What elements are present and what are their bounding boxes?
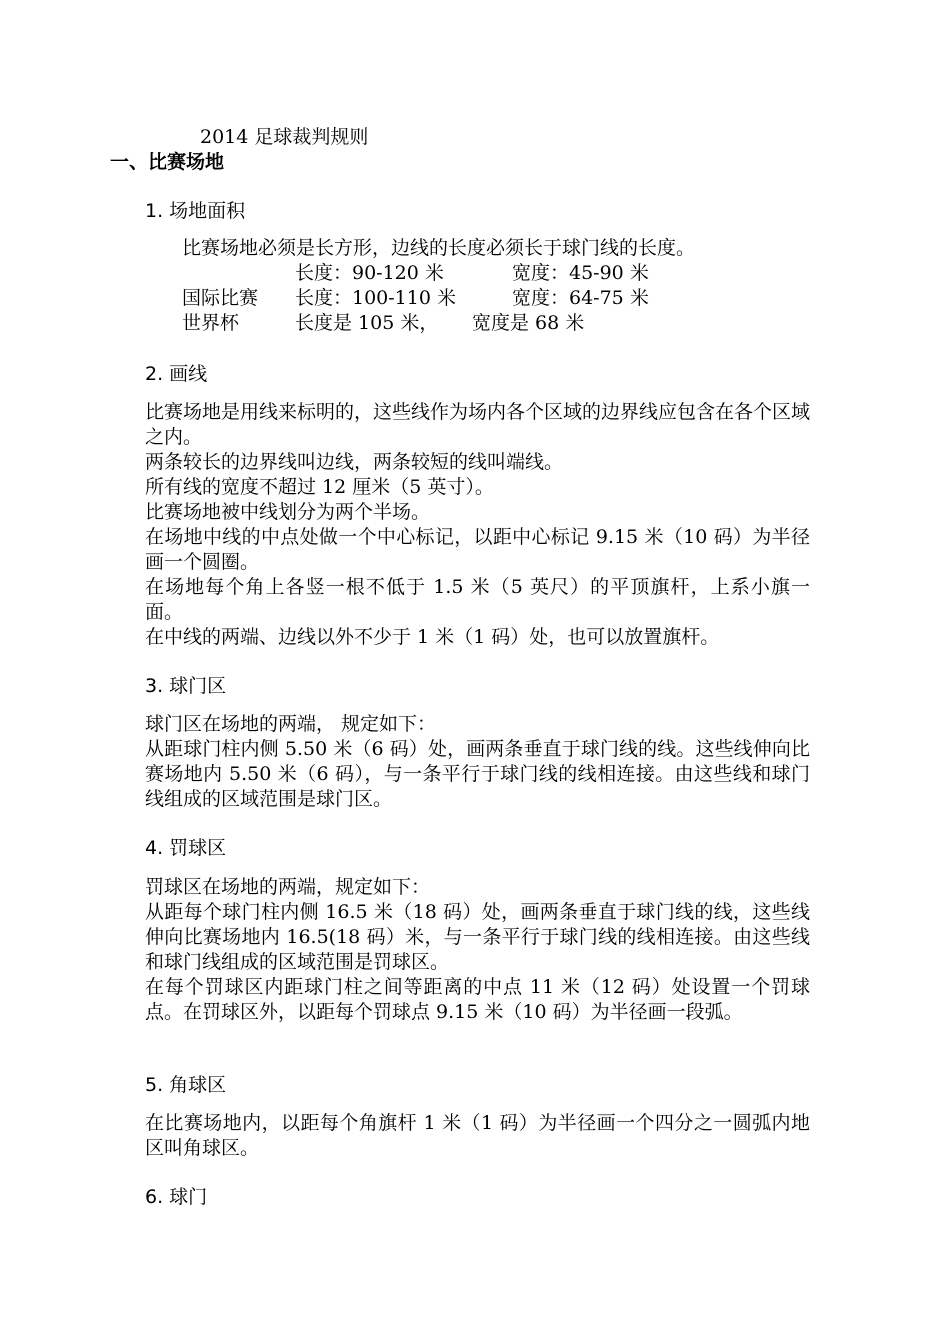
paragraph: 在比赛场地内，以距每个角旗杆 1 米（1 码）为半径画一个四分之一圆弧内地区叫角球区。 xyxy=(145,1112,810,1159)
dimension-length: 长度：100-110 米 xyxy=(295,287,456,309)
section-heading-corner-area: 5. 角球区 xyxy=(145,1074,227,1096)
section-heading-markings: 2. 画线 xyxy=(145,363,208,385)
document-title: 2014 足球裁判规则 xyxy=(200,126,369,148)
paragraph: 比赛场地被中线划分为两个半场。 xyxy=(145,501,431,523)
paragraph: 所有线的宽度不超过 12 厘米（5 英寸）。 xyxy=(145,476,494,498)
paragraph: 在中线的两端、边线以外不少于 1 米（1 码）处，也可以放置旗杆。 xyxy=(145,626,720,648)
dimension-row-world-cup xyxy=(182,311,695,336)
dimension-label: 国际比赛 xyxy=(182,287,259,309)
corner-area-body xyxy=(145,1111,810,1161)
paragraph: 在每个罚球区内距球门柱之间等距离的中点 11 米（12 码）处设置一个罚球点。在罚球区外，以距每个罚球点 9.15 米（10 码）为半径画一段弧。 xyxy=(145,976,810,1023)
dimension-row-international xyxy=(182,286,695,311)
penalty-area-body xyxy=(145,875,810,1025)
dimension-length: 长度是 105 米， xyxy=(295,312,439,334)
dimension-length: 长度：90-120 米 xyxy=(295,262,444,284)
dimension-width: 宽度是 68 米 xyxy=(472,312,585,334)
section-heading-goal-area: 3. 球门区 xyxy=(145,675,227,697)
markings-body xyxy=(145,400,810,650)
paragraph: 在场地每个角上各竖一根不低于 1.5 米（5 英尺）的平顶旗杆，上系小旗一面。 xyxy=(145,576,810,623)
paragraph: 球门区在场地的两端， 规定如下： xyxy=(145,713,437,735)
dimension-width: 宽度：64-75 米 xyxy=(512,287,649,309)
paragraph: 从距球门柱内侧 5.50 米（6 码）处，画两条垂直于球门线的线。这些线伸向比赛场地内 5.50 米（6 码），与一条平行于球门线的线相连接。由这些线和球门线组成的区域范围是球门区。 xyxy=(145,738,810,810)
section-heading-field-size: 1. 场地面积 xyxy=(145,200,246,222)
paragraph: 比赛场地是用线来标明的，这些线作为场内各个区域的边界线应包含在各个区域之内。 xyxy=(145,401,811,448)
paragraph: 罚球区在场地的两端，规定如下： xyxy=(145,876,431,898)
paragraph: 两条较长的边界线叫边线，两条较短的线叫端线。 xyxy=(145,451,564,473)
section-heading-penalty-area: 4. 罚球区 xyxy=(145,837,227,859)
dimension-width: 宽度：45-90 米 xyxy=(512,262,649,284)
paragraph: 从距每个球门柱内侧 16.5 米（18 码）处，画两条垂直于球门线的线，这些线伸向比赛场地内 16.5(18 码）米，与一条平行于球门线的线相连接。由这些线和球门线组成的区域范围是罚球区。 xyxy=(145,901,810,973)
dimension-row-general xyxy=(182,261,695,286)
section-heading-goals: 6. 球门 xyxy=(145,1186,208,1208)
goal-area-body xyxy=(145,712,810,812)
field-dimensions-block xyxy=(182,236,695,336)
dimension-label: 世界杯 xyxy=(182,312,240,334)
field-size-intro: 比赛场地必须是长方形，边线的长度必须长于球门线的长度。 xyxy=(182,237,696,259)
paragraph: 在场地中线的中点处做一个中心标记，以距中心标记 9.15 米（10 码）为半径画一个圆圈。 xyxy=(145,526,810,573)
chapter-heading: 一、比赛场地 xyxy=(110,151,225,173)
